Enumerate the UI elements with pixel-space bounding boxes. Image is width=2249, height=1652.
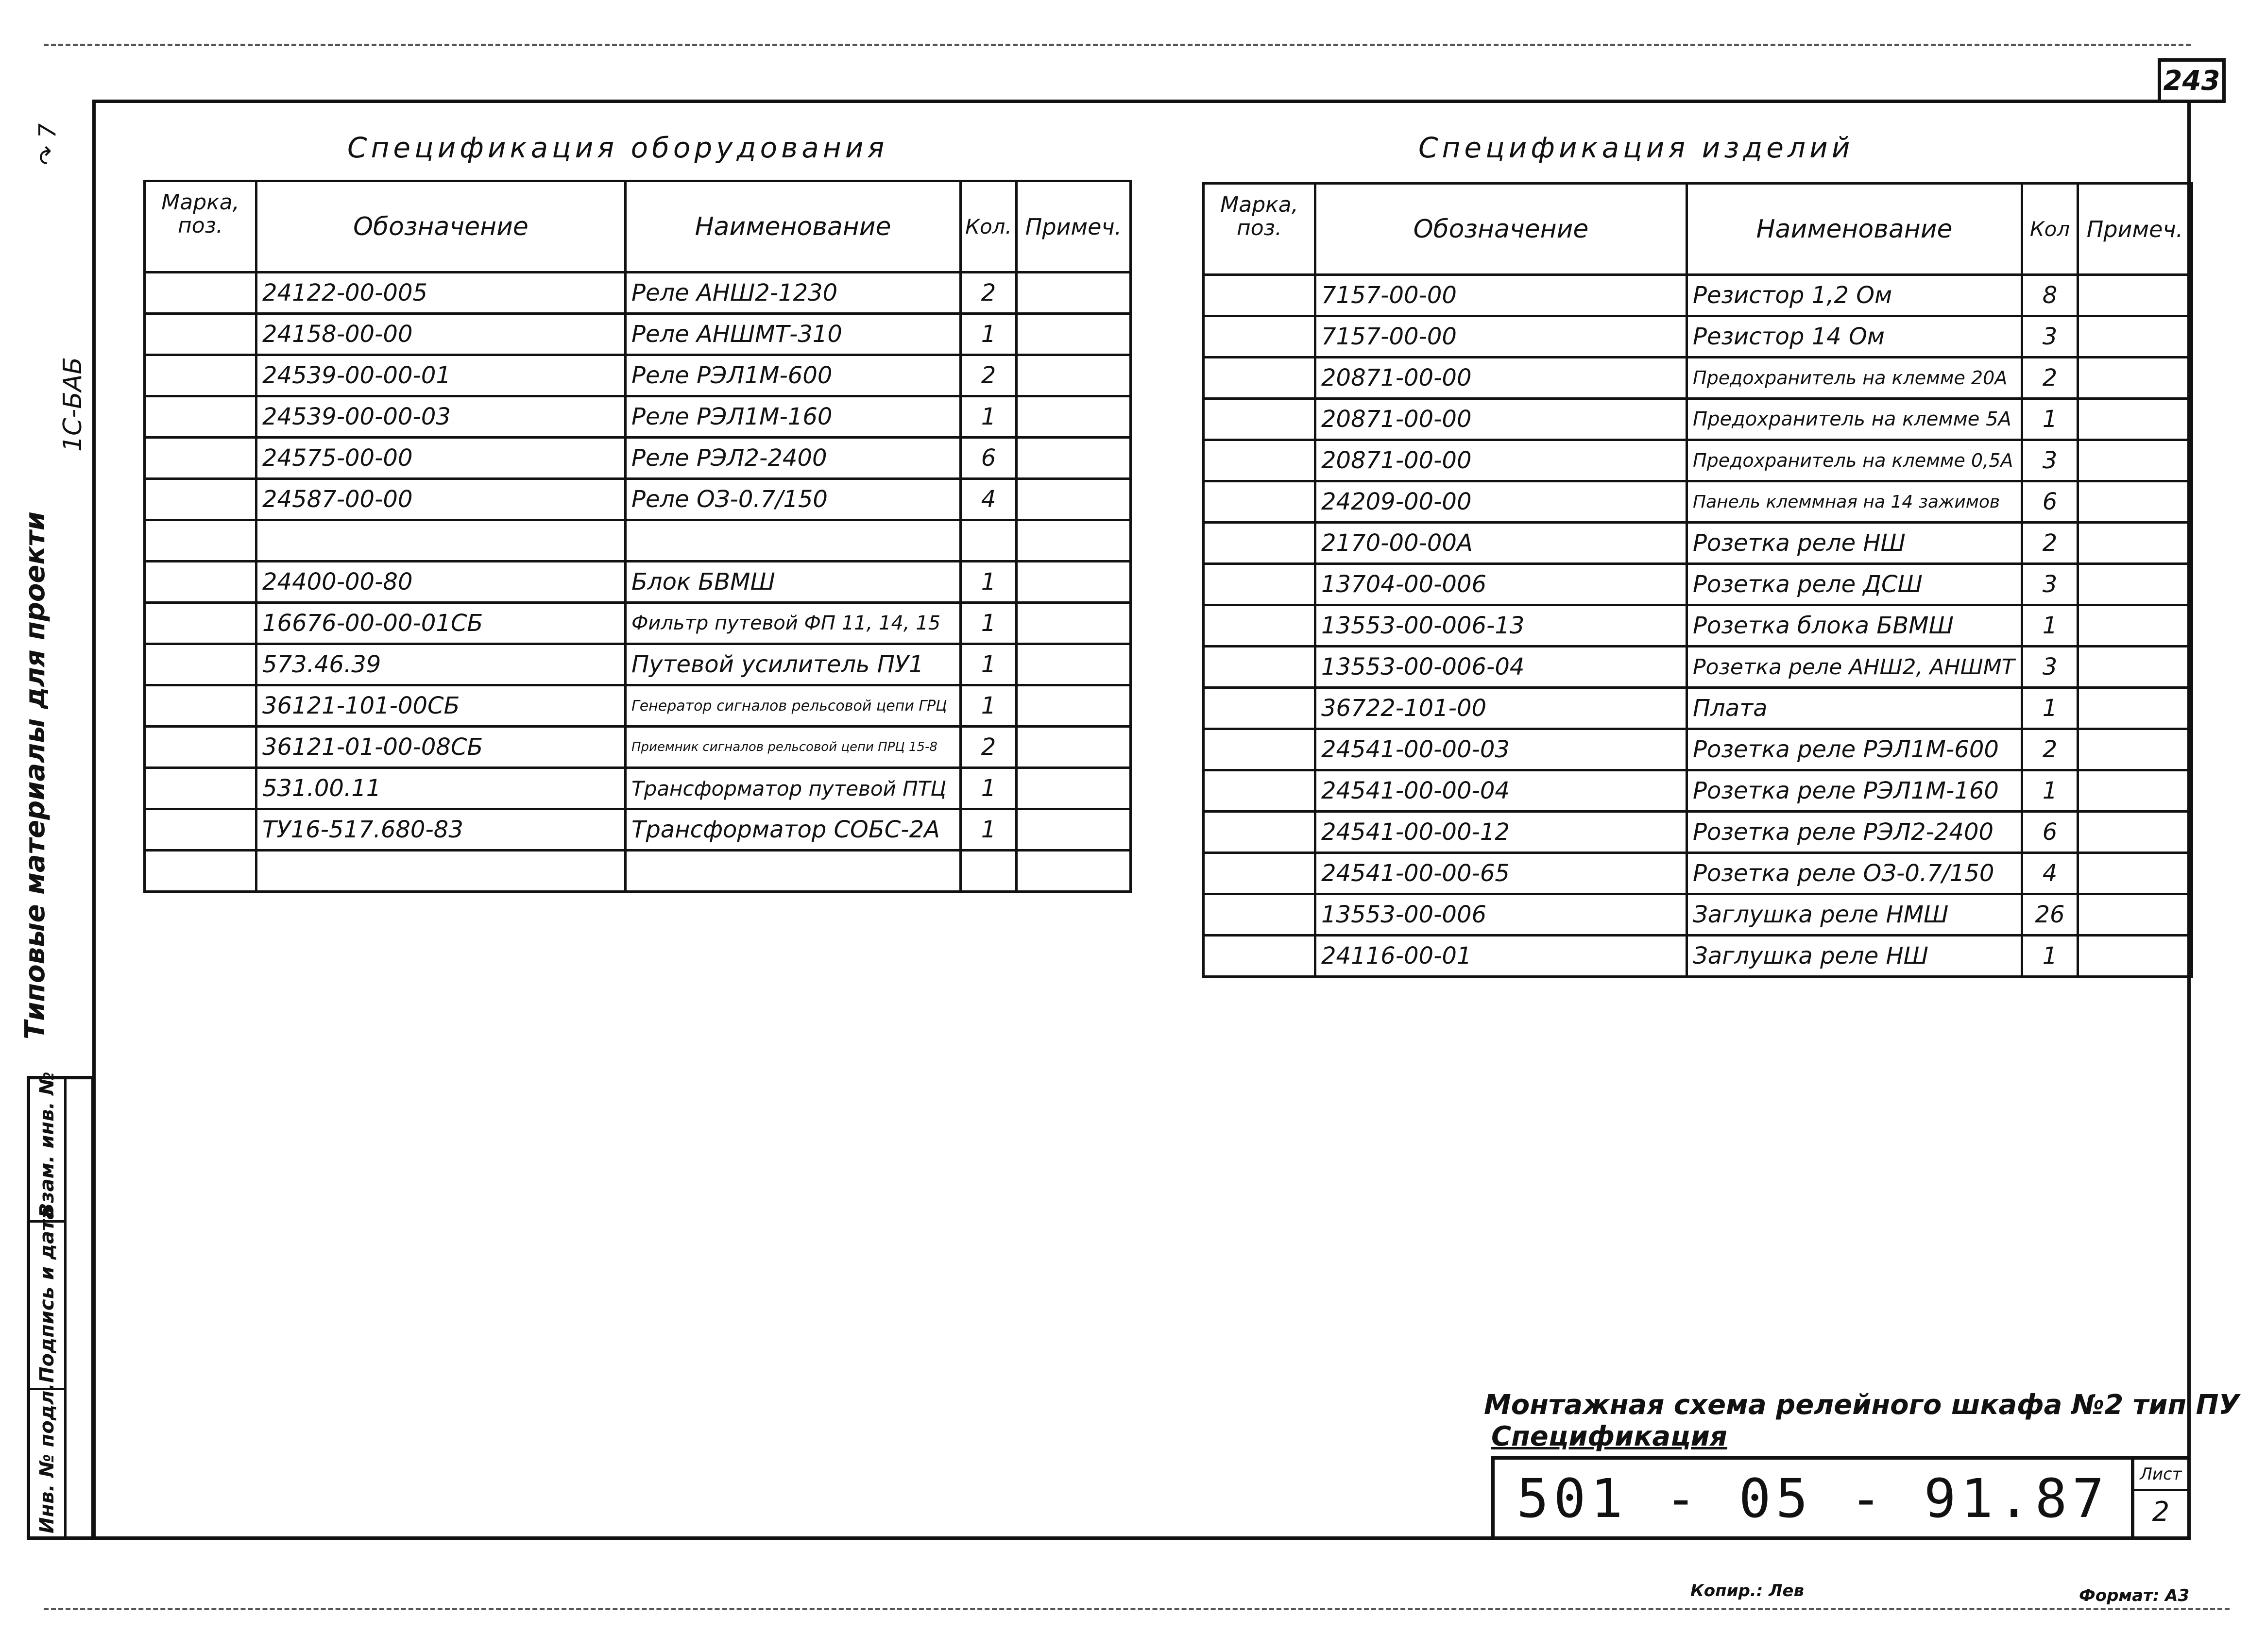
cell-mark	[145, 768, 256, 809]
sheet-label: Лист	[2134, 1460, 2187, 1491]
cell-mark	[145, 685, 256, 727]
cell-mark	[145, 644, 256, 685]
cell-qty: 1	[961, 314, 1017, 355]
cell-code: 24116-00-01	[1315, 936, 1687, 977]
cell-code: 24575-00-00	[256, 438, 626, 479]
table-row	[1204, 853, 2192, 894]
table-row	[145, 520, 1131, 562]
cell-mark	[145, 355, 256, 396]
cell-qty: 1	[961, 644, 1017, 685]
cell-name: Генератор сигналов рельсовой цепи ГРЦ	[626, 685, 961, 727]
cell-code	[256, 851, 626, 892]
cell-name: Заглушка реле НМШ	[1687, 894, 2022, 936]
cell-mark	[145, 314, 256, 355]
cell-name: Путевой усилитель ПУ1	[626, 644, 961, 685]
cell-name: Фильтр путевой ФП 11, 14, 15	[626, 603, 961, 644]
table-row	[1204, 399, 2192, 440]
cell-note	[1017, 851, 1131, 892]
cell-code: 13553-00-006	[1315, 894, 1687, 936]
cell-code: 531.00.11	[256, 768, 626, 809]
cell-mark	[145, 603, 256, 644]
cell-mark	[1204, 812, 1315, 853]
equipment-spec-title: Спецификация оборудования	[347, 131, 888, 164]
cell-mark	[1204, 564, 1315, 605]
table-row	[145, 479, 1131, 520]
cell-code: 24122-00-005	[256, 272, 626, 314]
cell-qty: 6	[2022, 812, 2078, 853]
cell-note	[2078, 729, 2192, 770]
cell-mark	[1204, 894, 1315, 936]
cell-qty: 2	[961, 272, 1017, 314]
cell-mark	[1204, 275, 1315, 316]
cell-note	[1017, 355, 1131, 396]
cell-mark	[1204, 358, 1315, 399]
cell-qty: 1	[2022, 605, 2078, 647]
cell-note	[1017, 727, 1131, 768]
cell-mark	[1204, 399, 1315, 440]
table-row	[145, 562, 1131, 603]
cell-qty: 26	[2022, 894, 2078, 936]
cell-mark	[145, 272, 256, 314]
cell-note	[2078, 647, 2192, 688]
table-row	[145, 396, 1131, 438]
table-row	[1204, 770, 2192, 812]
cell-name: Розетка реле ОЗ-0.7/150	[1687, 853, 2022, 894]
table-row	[145, 272, 1131, 314]
table-row	[1204, 358, 2192, 399]
cell-qty: 1	[961, 396, 1017, 438]
cell-name: Трансформатор путевой ПТЦ	[626, 768, 961, 809]
cell-note	[1017, 644, 1131, 685]
cell-code	[256, 520, 626, 562]
cell-name: Приемник сигналов рельсовой цепи ПРЦ 15-8	[626, 727, 961, 768]
cell-code: 36722-101-00	[1315, 688, 1687, 729]
cell-code: 24587-00-00	[256, 479, 626, 520]
table-row	[145, 685, 1131, 727]
cell-mark	[1204, 936, 1315, 977]
cell-note	[1017, 520, 1131, 562]
cell-code: 20871-00-00	[1315, 440, 1687, 481]
table-row	[145, 603, 1131, 644]
cell-mark	[1204, 770, 1315, 812]
cell-note	[2078, 894, 2192, 936]
cell-mark	[145, 520, 256, 562]
equipment-spec-table	[143, 180, 1132, 893]
cell-name: Трансформатор СОБС-2А	[626, 809, 961, 851]
cell-name: Реле ОЗ-0.7/150	[626, 479, 961, 520]
cell-qty: 1	[961, 685, 1017, 727]
cell-name: Предохранитель на клемме 5А	[1687, 399, 2022, 440]
cell-note	[2078, 399, 2192, 440]
cell-qty: 6	[961, 438, 1017, 479]
cell-qty: 3	[2022, 440, 2078, 481]
cell-note	[2078, 275, 2192, 316]
stamp-label-original-inv: Инв. № подл.	[36, 1383, 58, 1533]
cell-note	[2078, 564, 2192, 605]
corner-marks: ↷ 7	[34, 123, 61, 165]
col-header-designation: Обозначение	[256, 181, 626, 272]
cell-code: 7157-00-00	[1315, 275, 1687, 316]
table-row	[145, 727, 1131, 768]
cell-code: 24158-00-00	[256, 314, 626, 355]
cell-mark	[145, 479, 256, 520]
cell-mark	[1204, 481, 1315, 523]
cell-name: Резистор 14 Ом	[1687, 316, 2022, 358]
cell-name: Розетка реле РЭЛ1М-160	[1687, 770, 2022, 812]
stamp-label-signature: Подпись и дата	[36, 1206, 58, 1383]
cell-name: Реле АНШМТ-310	[626, 314, 961, 355]
cell-qty: 4	[961, 479, 1017, 520]
cell-mark	[1204, 647, 1315, 688]
cell-code: 24541-00-00-65	[1315, 853, 1687, 894]
series-title-vertical: Типовые материалы для проекти	[19, 511, 51, 1039]
cell-code: 7157-00-00	[1315, 316, 1687, 358]
table-row	[145, 314, 1131, 355]
cell-qty: 2	[961, 727, 1017, 768]
cell-name	[626, 851, 961, 892]
table-row	[1204, 316, 2192, 358]
table-row	[145, 809, 1131, 851]
cell-code: 573.46.39	[256, 644, 626, 685]
table-row	[1204, 894, 2192, 936]
cell-code: 13553-00-006-04	[1315, 647, 1687, 688]
copied-by: Копир.: Лев	[1690, 1581, 1804, 1601]
table-row	[1204, 481, 2192, 523]
cell-code: 16676-00-00-01СБ	[256, 603, 626, 644]
cell-qty: 2	[2022, 358, 2078, 399]
cell-qty: 2	[2022, 729, 2078, 770]
cell-note	[1017, 809, 1131, 851]
cell-qty	[961, 520, 1017, 562]
cell-note	[2078, 812, 2192, 853]
cell-code: 24541-00-00-12	[1315, 812, 1687, 853]
approval-stamp	[27, 1072, 95, 1540]
cell-code: 24539-00-00-03	[256, 396, 626, 438]
col-header-note: Примеч.	[1017, 181, 1131, 272]
col-header-mark: Марка, поз.	[1204, 184, 1315, 275]
cell-mark	[1204, 316, 1315, 358]
cell-name	[626, 520, 961, 562]
cell-code: ТУ16-517.680-83	[256, 809, 626, 851]
cell-code: 36121-01-00-08СБ	[256, 727, 626, 768]
cell-name: Розетка реле РЭЛ2-2400	[1687, 812, 2022, 853]
cell-code: 24539-00-00-01	[256, 355, 626, 396]
cell-qty: 2	[961, 355, 1017, 396]
title-block	[1491, 1456, 2191, 1540]
col-header-qty: Кол	[2022, 184, 2078, 275]
cell-note	[1017, 685, 1131, 727]
cell-mark	[145, 562, 256, 603]
col-header-mark: Марка, поз.	[145, 181, 256, 272]
cell-qty	[961, 851, 1017, 892]
drawing-title: Монтажная схема релейного шкафа №2 тип ПУ	[1484, 1389, 2240, 1421]
cell-qty: 6	[2022, 481, 2078, 523]
cell-code: 2170-00-00А	[1315, 523, 1687, 564]
table-row	[145, 768, 1131, 809]
table-row	[1204, 605, 2192, 647]
cell-note	[2078, 481, 2192, 523]
cell-qty: 1	[961, 562, 1017, 603]
cell-name: Предохранитель на клемме 0,5А	[1687, 440, 2022, 481]
cell-mark	[1204, 605, 1315, 647]
cell-note	[2078, 936, 2192, 977]
cell-name: Розетка реле ДСШ	[1687, 564, 2022, 605]
cell-name: Розетка реле АНШ2, АНШМТ	[1687, 647, 2022, 688]
cell-note	[1017, 562, 1131, 603]
cell-qty: 2	[2022, 523, 2078, 564]
cell-mark	[145, 396, 256, 438]
cell-qty: 1	[961, 603, 1017, 644]
cell-mark	[145, 851, 256, 892]
table-row	[1204, 564, 2192, 605]
cell-name: Розетка реле РЭЛ1М-600	[1687, 729, 2022, 770]
table-row	[1204, 440, 2192, 481]
top-cut-line	[44, 44, 2191, 46]
cell-qty: 3	[2022, 647, 2078, 688]
table-row	[145, 355, 1131, 396]
cell-name: Заглушка реле НШ	[1687, 936, 2022, 977]
cell-name: Резистор 1,2 Ом	[1687, 275, 2022, 316]
bottom-cut-line	[44, 1608, 2230, 1610]
cell-code: 13704-00-006	[1315, 564, 1687, 605]
cell-code: 20871-00-00	[1315, 399, 1687, 440]
cell-name: Реле АНШ2-1230	[626, 272, 961, 314]
table-row	[145, 851, 1131, 892]
cell-note	[1017, 603, 1131, 644]
cell-qty: 1	[961, 768, 1017, 809]
table-row	[1204, 688, 2192, 729]
table-row	[1204, 729, 2192, 770]
cell-mark	[1204, 853, 1315, 894]
cell-note	[1017, 479, 1131, 520]
cell-note	[2078, 316, 2192, 358]
drawing-subtitle: Спецификация	[1491, 1421, 1727, 1452]
stamp-label-replaced-inv: Взам. инв. №	[36, 1072, 58, 1218]
table-row	[1204, 275, 2192, 316]
cell-code: 24209-00-00	[1315, 481, 1687, 523]
sheet-number: 2	[2152, 1496, 2170, 1528]
col-header-name: Наименование	[626, 181, 961, 272]
col-header-name: Наименование	[1687, 184, 2022, 275]
cell-name: Розетка реле НШ	[1687, 523, 2022, 564]
cell-code: 36121-101-00СБ	[256, 685, 626, 727]
cell-note	[2078, 770, 2192, 812]
sheet-box	[2131, 1460, 2187, 1536]
cell-qty: 1	[2022, 688, 2078, 729]
cell-name: Предохранитель на клемме 20А	[1687, 358, 2022, 399]
cell-note	[2078, 605, 2192, 647]
col-header-designation: Обозначение	[1315, 184, 1687, 275]
cell-name: Розетка блока БВМШ	[1687, 605, 2022, 647]
cell-qty: 8	[2022, 275, 2078, 316]
cell-note	[1017, 314, 1131, 355]
table-row	[145, 438, 1131, 479]
table-row	[1204, 812, 2192, 853]
cell-name: Плата	[1687, 688, 2022, 729]
cell-code: 24541-00-00-04	[1315, 770, 1687, 812]
document-number: 501 - 05 - 91.87	[1516, 1467, 2109, 1530]
cell-name: Панель клеммная на 14 зажимов	[1687, 481, 2022, 523]
cell-code: 13553-00-006-13	[1315, 605, 1687, 647]
cell-note	[1017, 438, 1131, 479]
items-spec-table	[1202, 182, 2193, 978]
cell-mark	[145, 727, 256, 768]
cell-note	[2078, 440, 2192, 481]
cell-note	[1017, 396, 1131, 438]
cell-mark	[1204, 440, 1315, 481]
cell-mark	[145, 809, 256, 851]
cell-qty: 3	[2022, 316, 2078, 358]
cell-name: Реле РЭЛ2-2400	[626, 438, 961, 479]
cell-mark	[1204, 523, 1315, 564]
sheet-format: Формат: А3	[2079, 1586, 2190, 1605]
cell-qty: 1	[2022, 936, 2078, 977]
cell-mark	[1204, 729, 1315, 770]
table-row	[145, 644, 1131, 685]
cell-name: Реле РЭЛ1М-600	[626, 355, 961, 396]
cell-note	[2078, 688, 2192, 729]
cell-code: 24400-00-80	[256, 562, 626, 603]
table-row	[1204, 936, 2192, 977]
cell-qty: 4	[2022, 853, 2078, 894]
cell-name: Реле РЭЛ1М-160	[626, 396, 961, 438]
cell-mark	[1204, 688, 1315, 729]
cell-qty: 1	[2022, 399, 2078, 440]
cell-note	[2078, 523, 2192, 564]
cell-qty: 1	[961, 809, 1017, 851]
col-header-note: Примеч.	[2078, 184, 2192, 275]
table-row	[1204, 647, 2192, 688]
col-header-qty: Кол.	[961, 181, 1017, 272]
cell-mark	[145, 438, 256, 479]
cell-name: Блок БВМШ	[626, 562, 961, 603]
cell-qty: 3	[2022, 564, 2078, 605]
cell-qty: 1	[2022, 770, 2078, 812]
table-header-row	[1204, 184, 2192, 275]
items-spec-title: Спецификация изделий	[1418, 131, 1854, 164]
cell-code: 20871-00-00	[1315, 358, 1687, 399]
cell-note	[2078, 358, 2192, 399]
table-header-row	[145, 181, 1131, 272]
cell-note	[1017, 272, 1131, 314]
page-number: 243	[2158, 58, 2226, 103]
cell-note	[2078, 853, 2192, 894]
cell-note	[1017, 768, 1131, 809]
side-code: 1С-БАБ	[58, 357, 87, 452]
table-row	[1204, 523, 2192, 564]
cell-code: 24541-00-00-03	[1315, 729, 1687, 770]
